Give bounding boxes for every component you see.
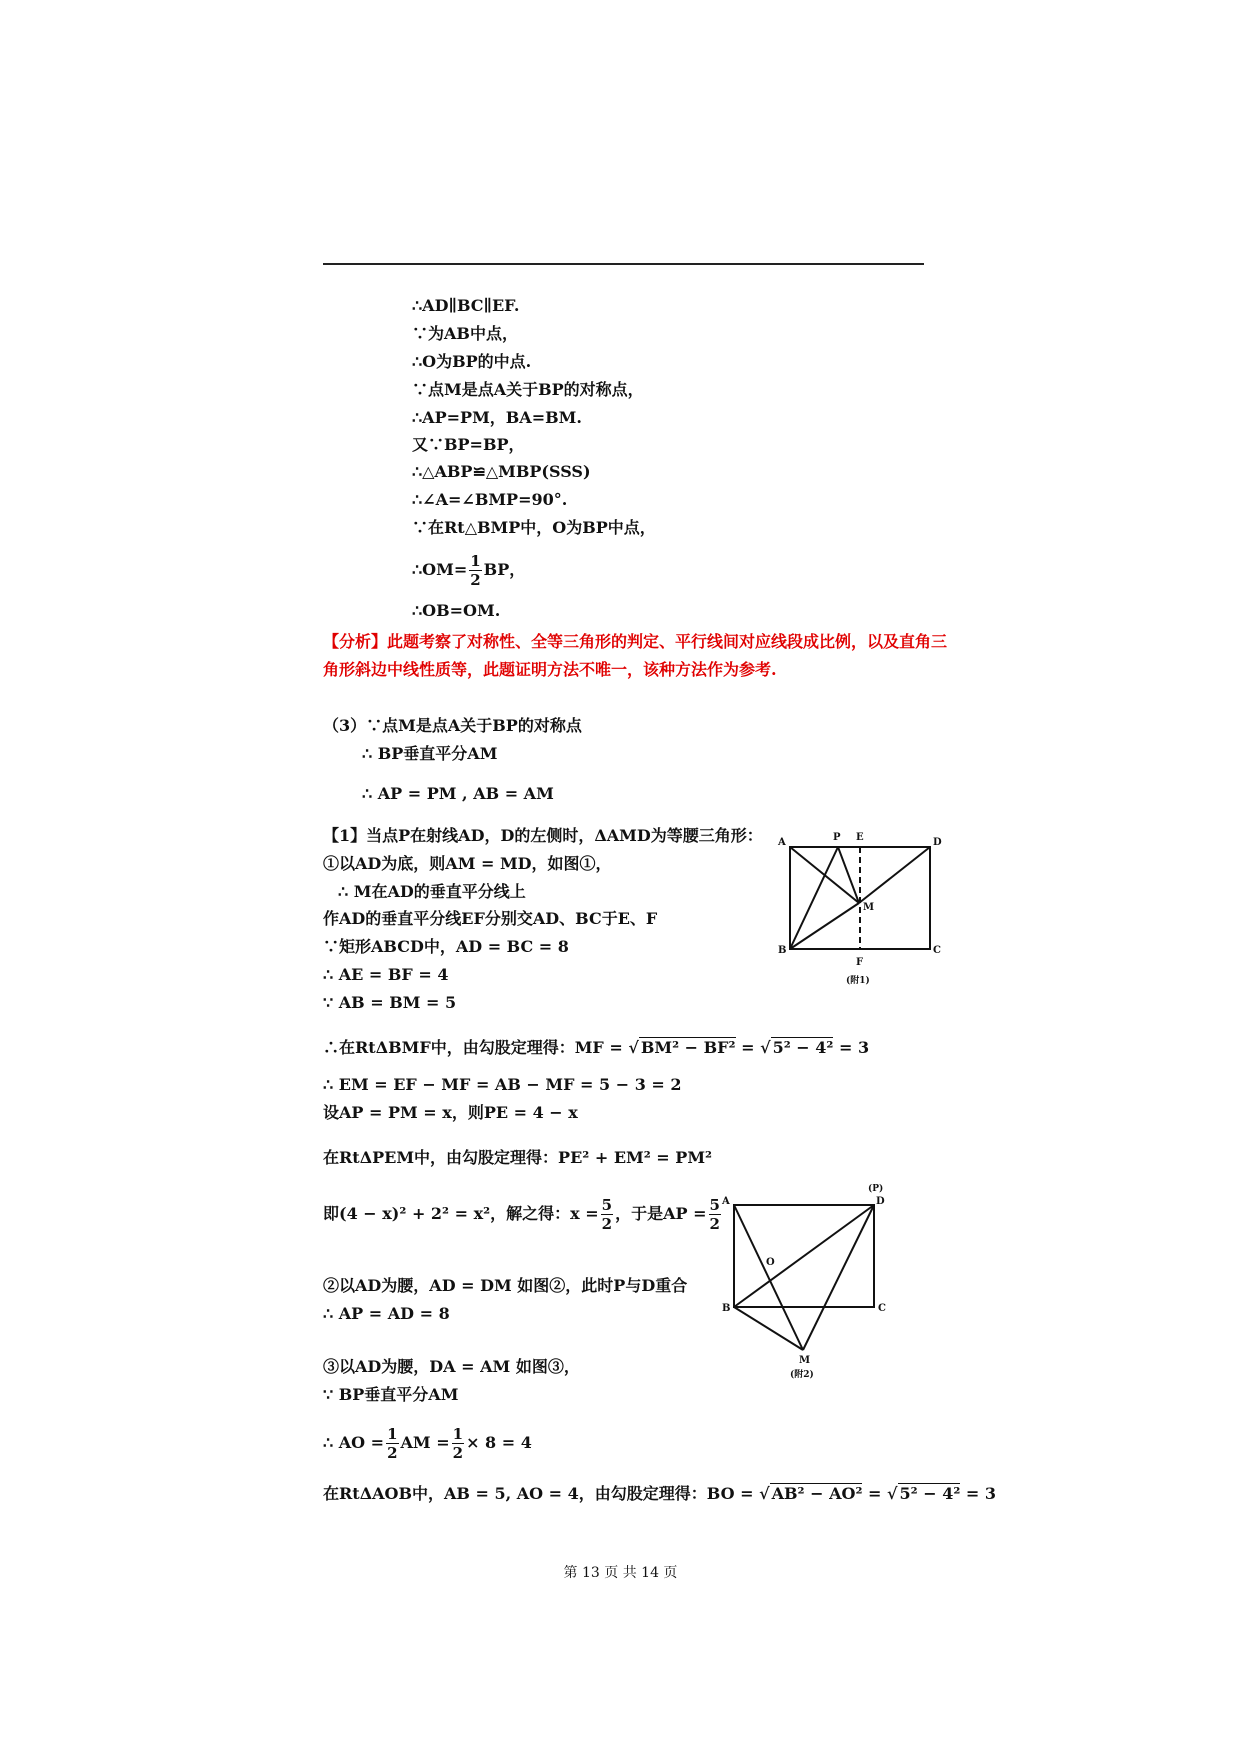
mf-text: ∴在RtΔBMF中，由勾股定理得：MF =	[323, 1038, 629, 1057]
fig1-label-d: D	[933, 837, 942, 848]
fraction-half	[469, 552, 481, 589]
part3-line: ∴ AP = PM , AB = AM	[362, 784, 554, 803]
proof-line: ∴OB=OM.	[412, 601, 501, 620]
sqrt-5-4: 5² − 4²	[899, 1484, 961, 1503]
figure-1	[770, 825, 950, 990]
frac-den: 2	[470, 571, 481, 589]
fig2-line-dm	[803, 1205, 874, 1350]
proof-line: 又∵BP=BP，	[412, 435, 525, 454]
case1-line-mf: ∴在RtΔBMF中，由勾股定理得：MF = √ BM² − BF² = √ 5² − 4² = 3	[323, 1038, 870, 1057]
case1-line-solve	[323, 1196, 723, 1233]
fraction-half	[386, 1425, 398, 1462]
analysis-line-2: 角形斜边中线性质等，此题证明方法不唯一，该种方法作为参考.	[323, 660, 777, 679]
solve-text: 即(4 − x)² + 2² = x²，解之得：x =	[323, 1204, 599, 1223]
case1-title: 【1】当点P在射线AD，D的左侧时，ΔAMD为等腰三角形：	[323, 826, 763, 845]
fig1-label-f: F	[856, 957, 864, 968]
case2-line: ②以AD为腰，AD = DM 如图②，此时P与D重合	[323, 1276, 688, 1295]
fig2-label-p: (P)	[868, 1184, 884, 1194]
case3-line: ∵ BP垂直平分AM	[323, 1385, 459, 1404]
fig1-label-a: A	[778, 837, 786, 848]
part3-line: （3）∵点M是点A关于BP的对称点	[323, 716, 582, 735]
fig2-label-o: O	[766, 1257, 775, 1268]
case1-line: ∴ EM = EF − MF = AB − MF = 5 − 3 = 2	[323, 1075, 682, 1094]
fig1-line-md	[859, 847, 930, 903]
fig2-caption: (附2)	[790, 1370, 814, 1380]
header-rule	[323, 263, 924, 265]
eq-text: =	[735, 1038, 761, 1057]
ao-text: ∴ AO =	[323, 1433, 385, 1452]
case2-line: ∴ AP = AD = 8	[323, 1304, 450, 1323]
frac-den: 2	[601, 1215, 613, 1233]
result-text: = 3	[960, 1484, 997, 1503]
bo-text: 在RtΔAOB中，AB = 5, AO = 4，由勾股定理得：BO =	[323, 1484, 760, 1503]
fig2-label-a: A	[722, 1196, 730, 1207]
frac-num: 1	[470, 552, 481, 570]
page-footer: 第 13 页 共 14 页	[563, 1565, 678, 1581]
fig2-label-m: M	[799, 1355, 811, 1366]
proof-line: ∴∠A=∠BMP=90°.	[412, 490, 568, 509]
frac-den: 2	[387, 1444, 398, 1462]
sqrt-ab-ao: AB² − AO²	[771, 1484, 863, 1503]
sqrt-bm-bf: BM² − BF²	[640, 1038, 736, 1057]
case1-line: ①以AD为底，则AM = MD，如图①，	[323, 854, 612, 873]
case1-line: ∵矩形ABCD中，AD = BC = 8	[323, 937, 569, 956]
proof-line: ∴△ABP≌△MBP(SSS)	[412, 462, 591, 481]
case1-line: ∴ AE = BF = 4	[323, 965, 449, 984]
figure-2	[718, 1180, 898, 1385]
fig2-line-bd	[734, 1205, 874, 1307]
fig2-label-b: B	[722, 1303, 731, 1314]
frac-num: 1	[452, 1425, 464, 1443]
proof-line: ∵点M是点A关于BP的对称点，	[412, 380, 644, 399]
result-text: = 3	[833, 1038, 870, 1057]
fig2-label-c: C	[878, 1303, 886, 1314]
frac-den: 2	[709, 1215, 720, 1233]
frac-num: 1	[387, 1425, 398, 1443]
fig1-label-e: E	[856, 832, 864, 843]
eq-text: =	[862, 1484, 887, 1503]
proof-line: ∵在Rt△BMP中，O为BP中点，	[412, 518, 656, 537]
sqrt-5-4: 5² − 4²	[772, 1038, 834, 1057]
frac-den: 2	[452, 1444, 464, 1462]
case1-line: ∴ M在AD的垂直平分线上	[338, 882, 526, 901]
fig1-label-b: B	[778, 945, 787, 956]
fig1-label-c: C	[933, 945, 941, 956]
fraction-five-half	[601, 1196, 613, 1233]
fig2-label-d: D	[876, 1196, 885, 1207]
case3-line-ao	[323, 1425, 532, 1462]
case1-line: ∵ AB = BM = 5	[323, 993, 457, 1012]
case1-line: 作AD的垂直平分线EF分别交AD、BC于E、F	[323, 909, 658, 928]
proof-line: ∴AD∥BC∥EF.	[412, 296, 520, 315]
case3-line-bo: 在RtΔAOB中，AB = 5, AO = 4，由勾股定理得：BO = √ AB² − AO² = √ 5² − 4² = 3	[323, 1484, 997, 1503]
proof-line: ∴AP=PM，BA=BM.	[412, 408, 582, 427]
times-text: × 8 = 4	[466, 1433, 532, 1452]
frac-num: 5	[709, 1196, 720, 1214]
fig1-caption: (附1)	[846, 976, 870, 986]
om-text: ∴OM=	[412, 560, 468, 579]
case1-line: 在RtΔPEM中，由勾股定理得：PE² + EM² = PM²	[323, 1148, 713, 1167]
fig1-label-m: M	[863, 902, 875, 913]
am-text: AM =	[400, 1433, 450, 1452]
fraction-half	[452, 1425, 464, 1462]
bp-text: BP，	[483, 560, 526, 579]
analysis-line-1: 【分析】此题考察了对称性、全等三角形的判定、平行线间对应线段成比例，以及直角三	[323, 632, 948, 651]
ap-text: ，于是AP =	[615, 1204, 707, 1223]
frac-num: 5	[601, 1196, 613, 1214]
case1-line: 设AP = PM = x，则PE = 4 − x	[323, 1103, 578, 1122]
proof-line: ∵为AB中点，	[412, 324, 518, 343]
proof-line-om	[412, 552, 525, 589]
part3-line: ∴ BP垂直平分AM	[362, 744, 498, 763]
proof-line: ∴O为BP的中点.	[412, 352, 532, 371]
fig1-label-p: P	[833, 832, 841, 843]
case3-line: ③以AD为腰，DA = AM 如图③，	[323, 1357, 580, 1376]
